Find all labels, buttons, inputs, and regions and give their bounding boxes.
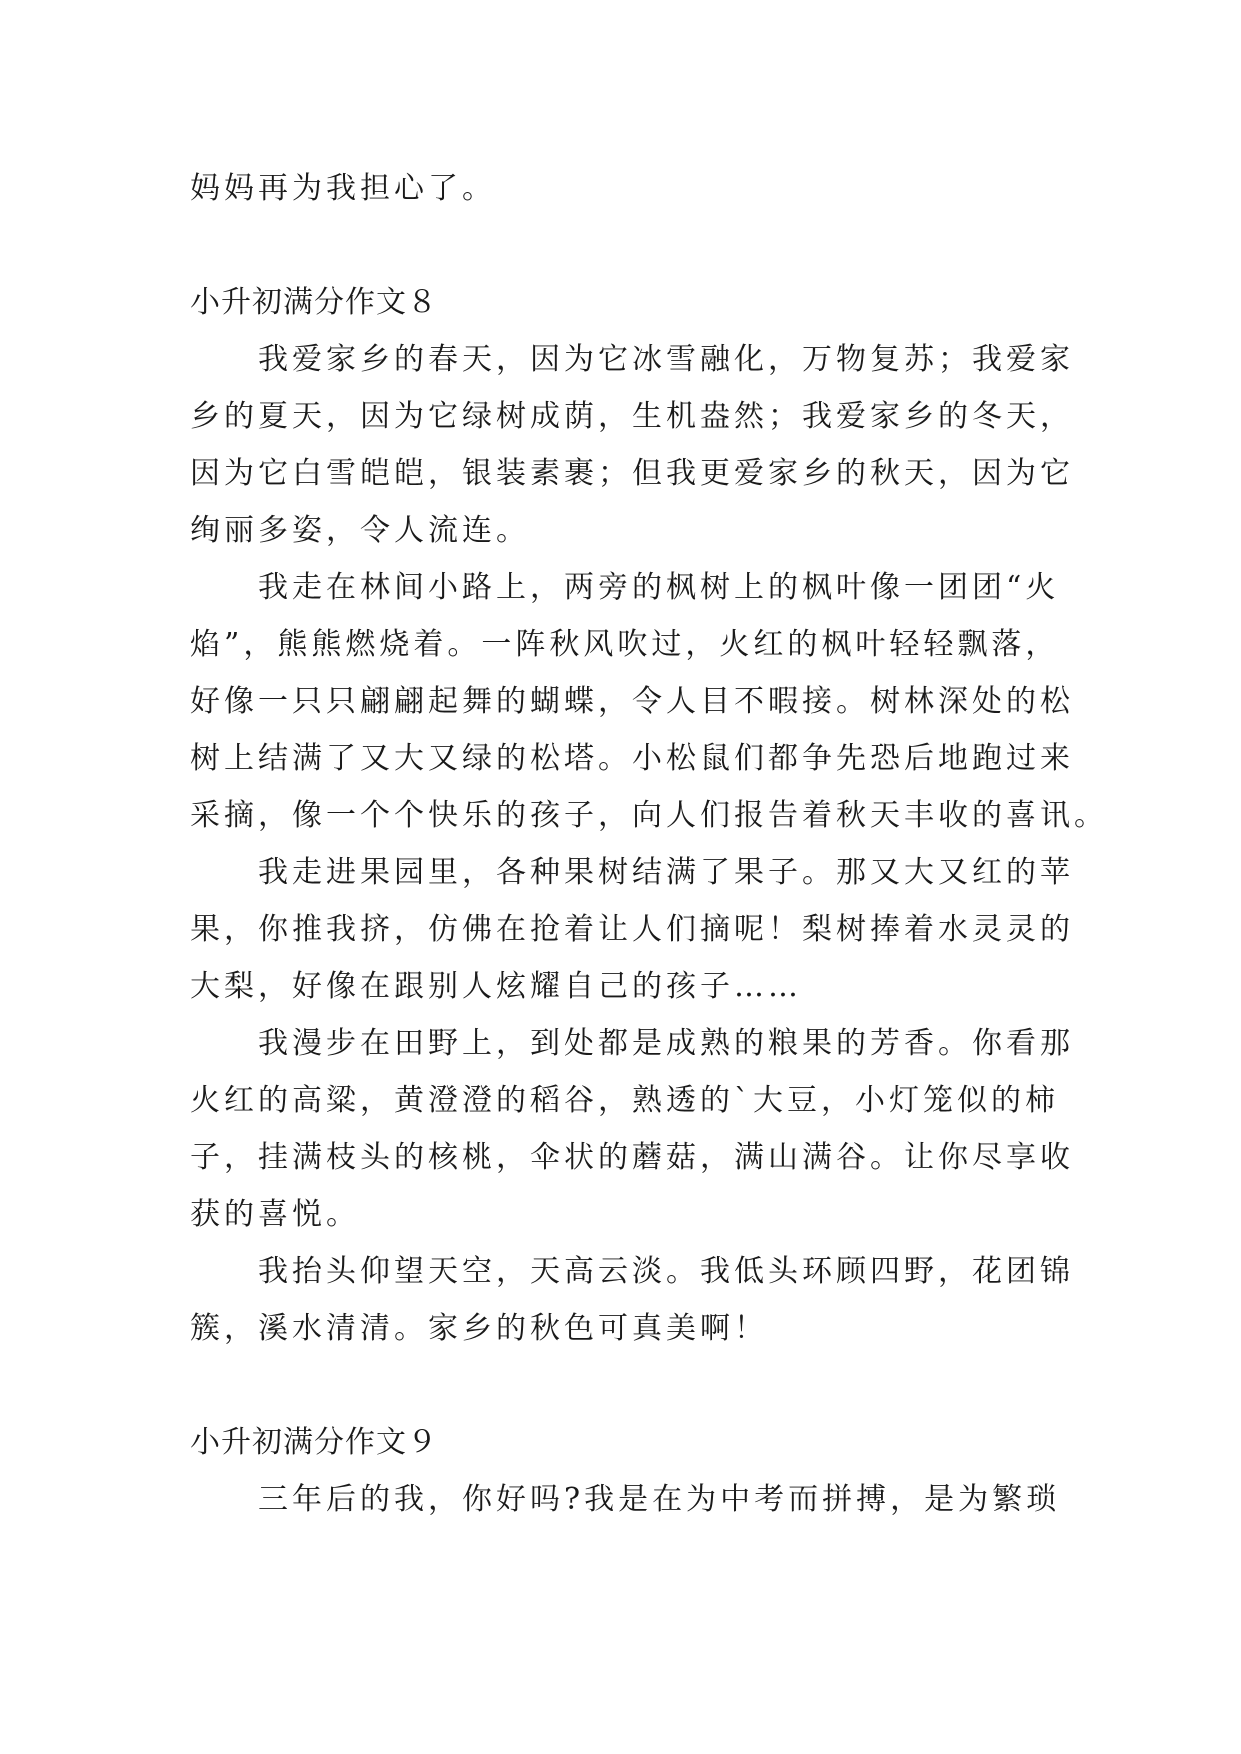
- text-line: 三年后的我，你好吗?我是在为中考而拼搏，是为繁琐: [258, 1482, 1061, 1517]
- text-line: 我漫步在田野上，到处都是成熟的粮果的芳香。你看那: [258, 1026, 1074, 1061]
- essay-title: 小升初满分作文８: [190, 285, 438, 320]
- text-line: 焰”，熊熊燃烧着。一阵秋风吹过，火红的枫叶轻轻飘落，: [190, 627, 1060, 662]
- paragraph: [190, 559, 1108, 844]
- text-line: 因为它白雪皑皑，银装素裹；但我更爱家乡的秋天，因为它: [190, 456, 1074, 491]
- paragraph: [190, 1243, 1074, 1357]
- section-gap: [190, 217, 1060, 274]
- text-line: 子，挂满枝头的核桃，伞状的蘑菇，满山满谷。让你尽享收: [190, 1140, 1074, 1175]
- essay-title: 小升初满分作文９: [190, 1425, 438, 1460]
- text-line: 我爱家乡的春天，因为它冰雪融化，万物复苏；我爱家: [258, 342, 1074, 377]
- text-line: 采摘，像一个个快乐的孩子，向人们报告着秋天丰收的喜讯。: [190, 798, 1108, 833]
- text-line: 好像一只只翩翩起舞的蝴蝶，令人目不暇接。树林深处的松: [190, 684, 1074, 719]
- section-gap: [190, 1357, 1060, 1414]
- text-line: 大梨，好像在跟别人炫耀自己的孩子……: [190, 969, 802, 1004]
- text-line: 妈妈再为我担心了。: [190, 171, 496, 206]
- paragraph: [190, 331, 1074, 559]
- text-line: 簇，溪水清清。家乡的秋色可真美啊！: [190, 1311, 768, 1346]
- text-line: 我走在林间小路上，两旁的枫树上的枫叶像一团团“火: [258, 570, 1060, 605]
- paragraph: [190, 1471, 1060, 1528]
- text-line: 乡的夏天，因为它绿树成荫，生机盎然；我爱家乡的冬天，: [190, 399, 1074, 434]
- paragraph: [190, 844, 1074, 1015]
- text-line: 火红的高粱，黄澄澄的稻谷，熟透的`大豆，小灯笼似的柿: [190, 1083, 1059, 1118]
- text-line: 获的喜悦。: [190, 1197, 360, 1232]
- paragraph: [190, 1015, 1074, 1243]
- text-line: 我抬头仰望天空，天高云淡。我低头环顾四野，花团锦: [258, 1254, 1074, 1289]
- document-body: [190, 160, 1108, 1528]
- text-line: 树上结满了又大又绿的松塔。小松鼠们都争先恐后地跑过来: [190, 741, 1074, 776]
- text-line: 果，你推我挤，仿佛在抢着让人们摘呢！梨树捧着水灵灵的: [190, 912, 1074, 947]
- text-line: 我走进果园里，各种果树结满了果子。那又大又红的苹: [258, 855, 1074, 890]
- text-line: 绚丽多姿，令人流连。: [190, 513, 530, 548]
